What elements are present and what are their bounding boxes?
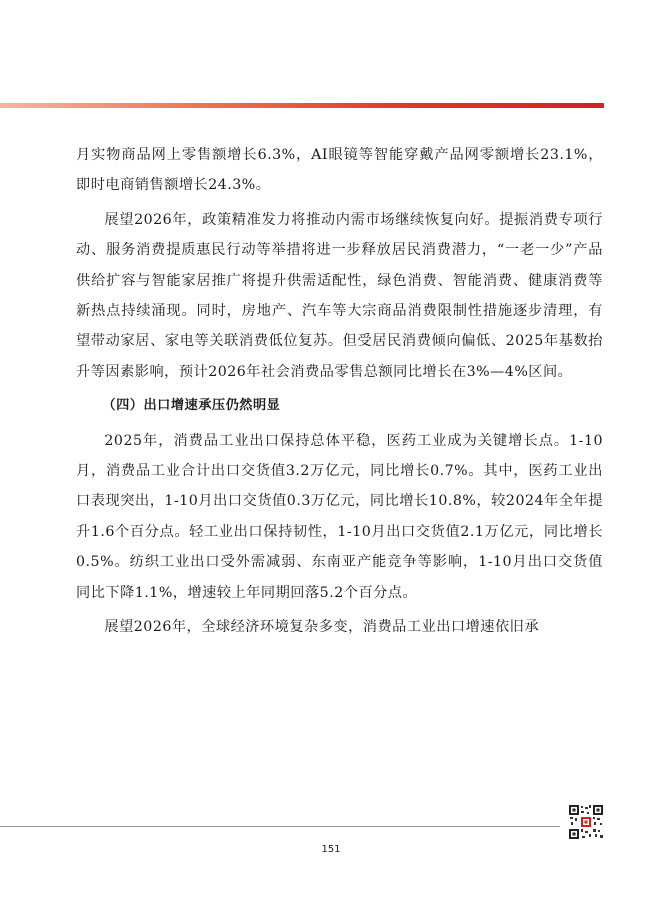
paragraph-continuation: 月实物商品网上零售额增长6.3%，AI眼镜等智能穿戴产品网零额增长23.1%，即时电商销售额增长24.3%。 [76,147,603,194]
section-heading: （四）出口增速承压仍然明显 [102,398,281,414]
paragraph-outlook-export: 展望2026年，全球经济环境复杂多变，消费品工业出口增速依旧承 [104,619,540,636]
document-body [76,140,603,643]
footer-divider [0,826,560,827]
paragraph-export-2025: 2025年，消费品工业出口保持总体平稳，医药工业成为关键增长点。1-10月，消费品工业合计出口交货值3.2万亿元，同比增长0.7%。其中，医药工业出口表现突出，1-10月出口交货值0.3万亿元，同比增长10.8%，较2024年全年提升1.6个百分点。轻工业出口保持韧性，1-10月出口交货值2.1万亿元，同比增长0.5%。纺织工业出口受外需减弱、东南亚产能竞争等影响，1-10月出口交货值同比下降1.1%，增速较上年同期回落5.2个百分点。 [76,432,603,601]
paragraph-outlook-consumption: 展望2026年，政策精准发力将推动内需市场继续恢复向好。提振消费专项行动、服务消费提质惠民行动等举措将进一步释放居民消费潜力，“一老一少”产品供给扩容与智能家居推广将提升供需适配性，绿色消费、智能消费、健康消费等新热点持续涌现。同时，房地产、汽车等大宗商品消费限制性措施逐步清理，有望带动家居、家电等关联消费低位复苏。但受居民消费倾向偏低、2025年基数抬升等因素影响，预计2026年社会消费品零售总额同比增长在3%—4%区间。 [76,211,603,380]
qr-code-icon [568,804,604,840]
page-number: 151 [321,844,341,855]
header-accent-bar [0,103,604,108]
